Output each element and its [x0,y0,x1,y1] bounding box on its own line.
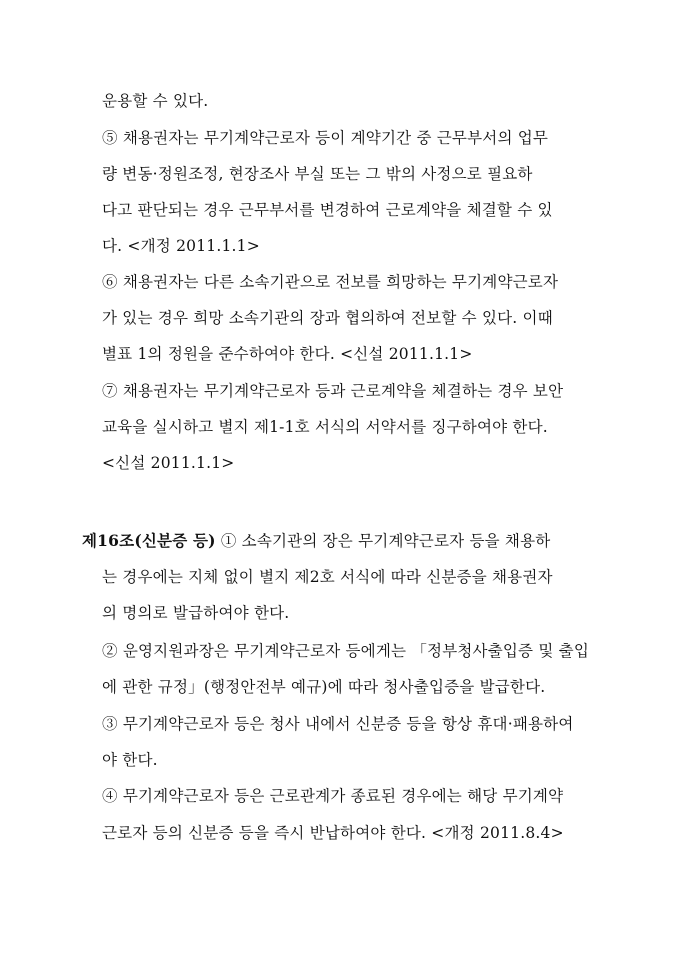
article16-item3-line2: 야 한다. [102,751,158,769]
article16-item3-line1: ③ 무기계약근로자 등은 청사 내에서 신분증 등을 항상 휴대·패용하여 [102,715,574,733]
article15-item6-line3: 별표 1의 정원을 준수하여야 한다. <신설 2011.1.1> [102,345,473,363]
article15-item6-line1: ⑥ 채용권자는 다른 소속기관으로 전보를 희망하는 무기계약근로자 [102,273,559,291]
article15-item5-line1: ⑤ 채용권자는 무기계약근로자 등이 계약기간 중 근무부서의 업무 [102,129,549,147]
article15-item7-line1: ⑦ 채용권자는 무기계약근로자 등과 근로계약을 체결하는 경우 보안 [102,382,564,400]
article15-item7-line3: <신설 2011.1.1> [102,454,235,472]
article16-item1-line2: 는 경우에는 지체 없이 별지 제2호 서식에 따라 신분증을 채용권자 [102,568,553,586]
article15-item7-line2: 교육을 실시하고 별지 제1-1호 서식의 서약서를 징구하여야 한다. [102,418,548,436]
article16-item1-line1: ① 소속기관의 장은 무기계약근로자 등을 채용하 [215,532,551,550]
article16-first-line [82,530,550,552]
article15-item5-line3: 다고 판단되는 경우 근무부서를 변경하여 근로계약을 체결할 수 있 [102,201,553,219]
article15-item5-line2: 량 변동·정원조정, 현장조사 부실 또는 그 밖의 사정으로 필요하 [102,165,533,183]
article16-item4-line1: ④ 무기계약근로자 등은 근로관계가 종료된 경우에는 해당 무기계약 [102,787,564,805]
article16-item2-line2: 에 관한 규정」(행정안전부 예규)에 따라 청사출입증을 발급한다. [102,678,546,696]
article15-item6-line2: 가 있는 경우 희망 소속기관의 장과 협의하여 전보할 수 있다. 이때 [102,309,553,327]
article16-item1-line3: 의 명의로 발급하여야 한다. [102,604,290,622]
article15-item5-line4: 다. <개정 2011.1.1> [102,237,260,255]
article16-heading: 제16조(신분증 등) [82,531,216,550]
article15-continuation-line: 운용할 수 있다. [102,92,209,110]
article16-item2-line1: ② 운영지원과장은 무기계약근로자 등에게는 「정부청사출입증 및 출입 [102,642,590,660]
article16-item4-line2: 근로자 등의 신분증 등을 즉시 반납하여야 한다. <개정 2011.8.4> [102,824,564,842]
